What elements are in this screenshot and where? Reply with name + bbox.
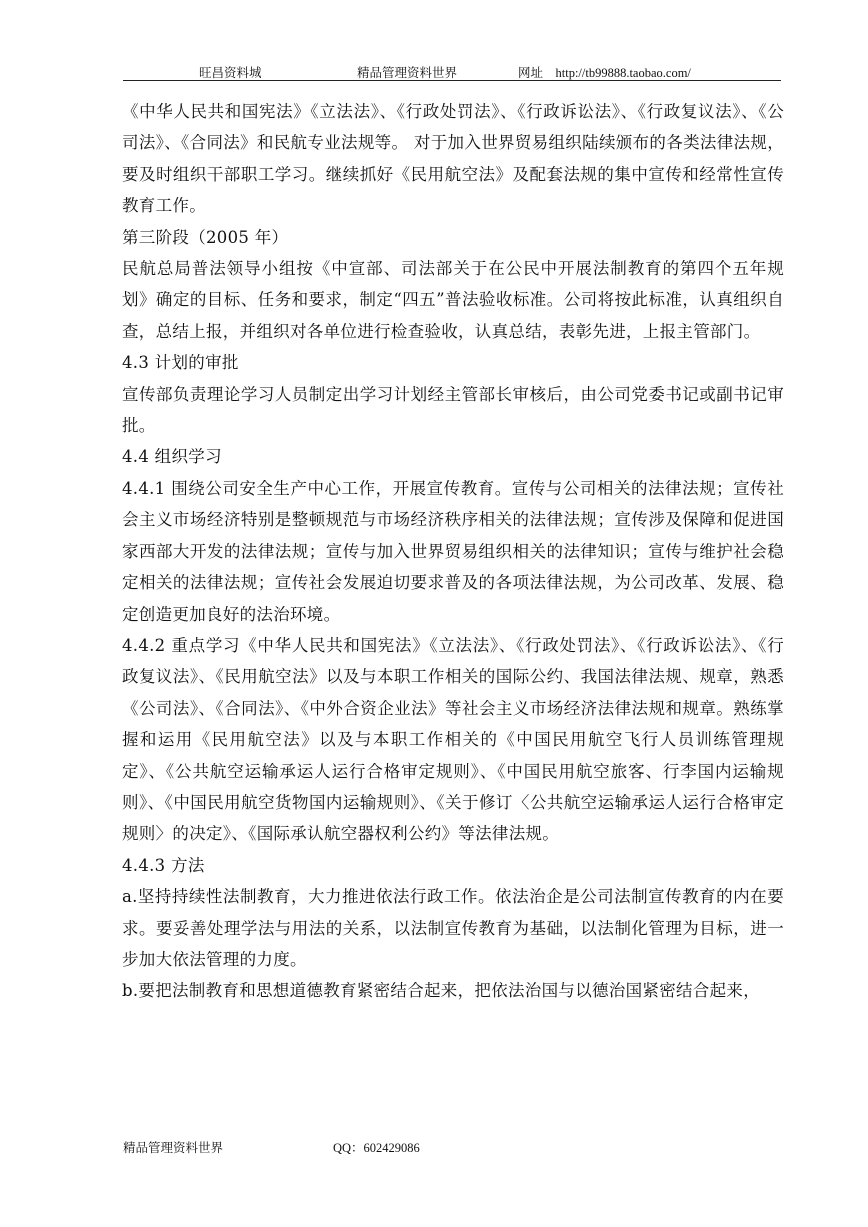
paragraph-4-3: 宣传部负责理论学习人员制定出学习计划经主管部长审核后，由公司党委书记或副书记审批。: [122, 384, 784, 436]
header-shop-name: 旺昌资料城: [199, 66, 262, 80]
paragraph-method-a: a.坚持持续性法制教育，大力推进依法行政工作。依法治企是公司法制宣传教育的内在要求。要妥善处理学法与用法的关系，以法制宣传教育为基础，以法制化管理为目标，进一步加大依法管理的力度。: [122, 887, 784, 969]
header-site-name: 精品管理资料世界: [357, 66, 458, 80]
paragraph-4-4-2: 4.4.2 重点学习《中华人民共和国宪法》《立法法》、《行政处罚法》、《行政诉讼法》、《行政复议法》、《民用航空法》以及与本职工作相关的国际公约、我国法律法规、规章，熟悉《公司法》、《合同法》、《中外合资企业法》等社会主义市场经济法律法规和规章。熟练掌握和运用《民用航空法》以及与本职工作相关的《中国民用航空飞行人员训练管理规定》、《公共航空运输承运人运行合格审定规则》、《中国民用航空旅客、行李国内运输规则》、《中国民用航空货物国内运输规则》、《关于修订〈公共航空运输承运人运行合格审定规则〉的决定》、《国际承认航空器权利公约》等法律法规。: [122, 635, 784, 844]
document-body: [122, 96, 784, 1007]
header-url: 网址 http://tb99888.taobao.com/: [518, 66, 691, 80]
section-heading-4-4: 4.4 组织学习: [122, 447, 222, 467]
section-heading-4-3: 4.3 计划的审批: [122, 353, 239, 373]
paragraph-law-list: 《中华人民共和国宪法》《立法法》、《行政处罚法》、《行政诉讼法》、《行政复议法》、《公司法》、《合同法》和民航专业法规等。 对于加入世界贸易组织陆续颁布的各类法律法规，要及时组织干部职工学习。继续抓好《民用航空法》及配套法规的集中宣传和经常性宣传教育工作。: [122, 102, 784, 216]
paragraph-phase-three-heading: 第三阶段（2005 年）: [122, 227, 289, 247]
footer-site-name: 精品管理资料世界: [123, 1141, 224, 1155]
paragraph-4-4-1: 4.4.1 围绕公司安全生产中心工作，开展宣传教育。宣传与公司相关的法律法规；宣传社会主义市场经济特别是整顿规范与市场经济秩序相关的法律法规；宣传涉及保障和促进国家西部大开发的法律法规；宣传与加入世界贸易组织相关的法律知识；宣传与维护社会稳定相关的法律法规；宣传社会发展迫切要求普及的各项法律法规，为公司改革、发展、稳定创造更加良好的法治环境。: [122, 478, 784, 624]
page-header: [123, 60, 781, 82]
footer-qq: QQ：602429086: [333, 1141, 420, 1155]
page-footer: [123, 1138, 781, 1158]
header-divider: [123, 80, 781, 81]
paragraph-method-b: b.要把法制教育和思想道德教育紧密结合起来，把依法治国与以德治国紧密结合起来，: [122, 981, 761, 1001]
section-heading-4-4-3: 4.4.3 方法: [122, 855, 205, 875]
paragraph-phase-three: 民航总局普法领导小组按《中宣部、司法部关于在公民中开展法制教育的第四个五年规划》确定的目标、任务和要求，制定“四五”普法验收标准。公司将按此标准，认真组织自查，总结上报，并组织对各单位进行检查验收，认真总结，表彰先进，上报主管部门。: [122, 259, 784, 341]
